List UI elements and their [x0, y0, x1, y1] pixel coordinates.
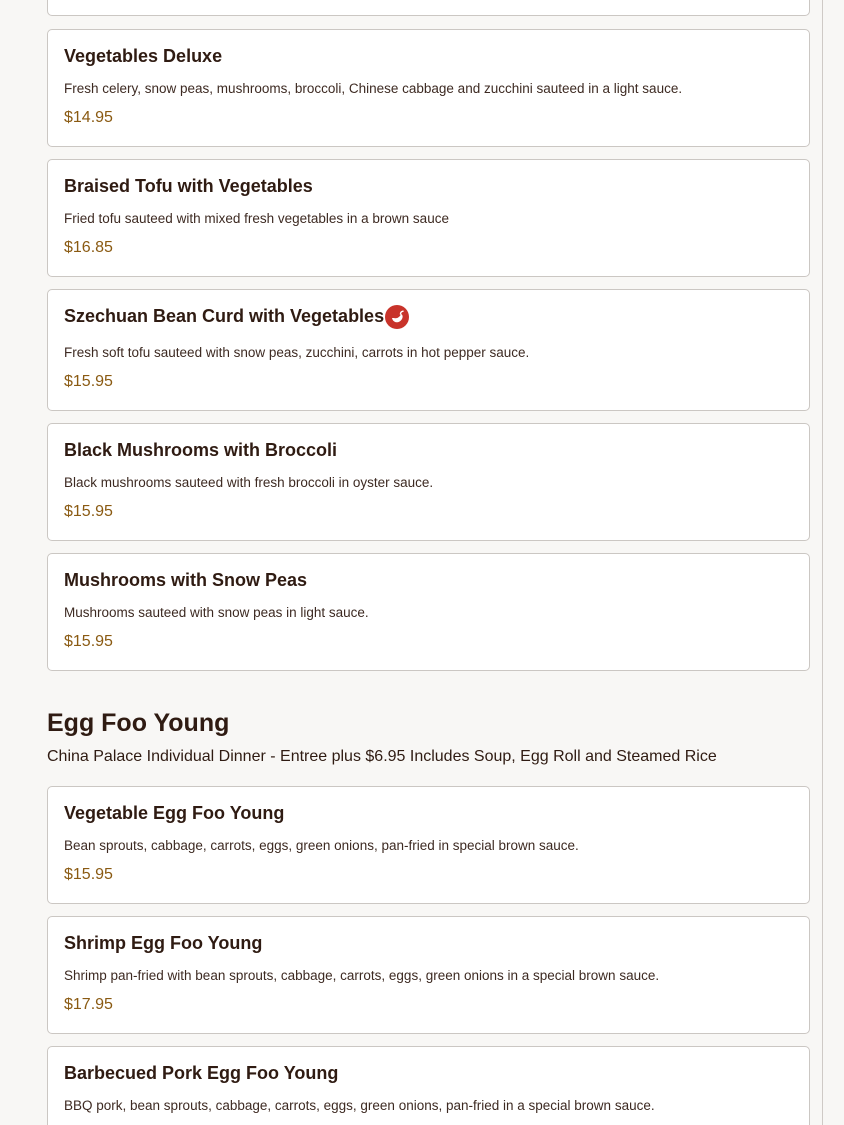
menu-item-card[interactable] — [47, 1046, 810, 1125]
menu-item-card[interactable] — [47, 553, 810, 671]
menu-item-name: Vegetable Egg Foo Young — [64, 803, 285, 823]
menu-item-name: Barbecued Pork Egg Foo Young — [64, 1063, 339, 1083]
section-title: Egg Foo Young — [47, 709, 230, 737]
menu-item-description: Black mushrooms sauteed with fresh broccoli in oyster sauce. — [64, 475, 434, 490]
section-subtitle: China Palace Individual Dinner - Entree plus $6.95 Includes Soup, Egg Roll and Steamed Rice — [47, 748, 717, 765]
menu-item-name: Szechuan Bean Curd with Vegetables — [64, 306, 385, 326]
menu-item-description: Bean sprouts, cabbage, carrots, eggs, green onions, pan-fried in special brown sauce. — [64, 838, 579, 853]
menu-item-name: Mushrooms with Snow Peas — [64, 570, 308, 590]
menu-item-description: Fried tofu sauteed with mixed fresh vegetables in a brown sauce — [64, 211, 449, 226]
menu-item-card-partial[interactable] — [47, 0, 810, 16]
menu-item-card[interactable] — [47, 159, 810, 277]
menu-item-description: Fresh soft tofu sauteed with snow peas, zucchini, carrots in hot pepper sauce. — [64, 345, 530, 360]
menu-item-name: Vegetables Deluxe — [64, 46, 223, 66]
menu-item-description: Shrimp pan-fried with bean sprouts, cabbage, carrots, eggs, green onions in a special brown sauce. — [64, 968, 660, 983]
menu-item-price: $14.95 — [64, 109, 113, 126]
menu-item-price: $15.95 — [64, 503, 113, 520]
menu-item-name: Braised Tofu with Vegetables — [64, 176, 313, 196]
menu-item-price: $16.85 — [64, 239, 113, 256]
menu-item-name: Shrimp Egg Foo Young — [64, 933, 263, 953]
menu-item-description: Fresh celery, snow peas, mushrooms, broccoli, Chinese cabbage and zucchini sauteed in a light sauce. — [64, 81, 683, 96]
menu-item-price: $15.95 — [64, 866, 113, 883]
menu-item-card[interactable] — [47, 289, 810, 411]
spicy-pepper-icon — [385, 305, 409, 329]
menu-item-card[interactable] — [47, 423, 810, 541]
menu-item-price: $15.95 — [64, 373, 113, 390]
menu-item-description: BBQ pork, bean sprouts, cabbage, carrots, eggs, green onions, pan-fried in a special brown sauce. — [64, 1098, 655, 1113]
menu-item-price: $15.95 — [64, 633, 113, 650]
menu-item-card[interactable] — [47, 29, 810, 147]
menu-item-price: $17.95 — [64, 996, 113, 1013]
menu-item-card[interactable] — [47, 916, 810, 1034]
menu-item-card[interactable] — [47, 786, 810, 904]
menu-item-description: Mushrooms sauteed with snow peas in light sauce. — [64, 605, 369, 620]
menu-item-name: Black Mushrooms with Broccoli — [64, 440, 338, 460]
